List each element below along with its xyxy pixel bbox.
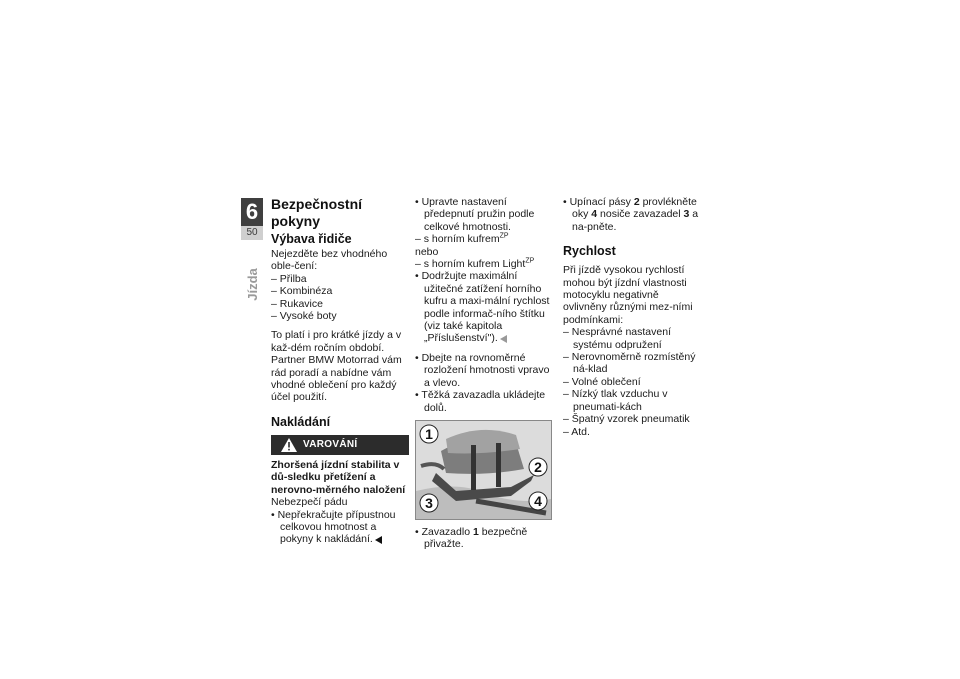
list-item (415, 233, 553, 245)
strap-text: a na-pněte. (572, 208, 699, 233)
callout-2: 2 (534, 458, 542, 475)
callout-3: 3 (425, 494, 433, 511)
warning-subtitle: Nebezpečí pádu (271, 496, 348, 509)
or-word: nebo (415, 245, 439, 258)
warning-banner (271, 435, 409, 455)
column-2 (415, 196, 553, 551)
page-title: Bezpečnostní pokyny (271, 196, 363, 229)
list-item (415, 258, 553, 270)
equipment-paragraph: To platí i pro krátké jízdy a v kaž-dém ročním období. Partner BMW Motorrad vám rád poradí a nabídne vám vhodné oblečení pro každý účel použití. (271, 329, 402, 404)
chapter-number: 6 (241, 198, 263, 226)
list-item: • Upravte nastavení předepnutí pružin podle celkové hmotnosti. (415, 196, 553, 233)
speed-condition: – Nízký tlak vzduchu v pneumati-kách (563, 388, 701, 413)
chapter-title: Jízda (244, 267, 260, 301)
topcase-light-option: s horním kufrem Light (423, 258, 526, 271)
warning-bullet-text: Nepřekračujte přípustnou celkovou hmotnost a pokyny k nakládání. (277, 508, 396, 546)
list-item (415, 526, 553, 551)
callout-1: 1 (425, 425, 433, 442)
speed-condition: – Atd. (563, 426, 701, 438)
optional-accessory-mark: ZP (525, 257, 535, 265)
speed-condition: – Nesprávné nastavení systému odpružení (563, 326, 701, 351)
speed-condition: – Nerovnoměrně rozmístěný ná-klad (563, 351, 701, 376)
ref-number: 2 (633, 196, 640, 208)
strap-text: nosiče zavazadel (600, 208, 681, 221)
chapter-tab (241, 198, 263, 322)
luggage-text: bezpečně přivažte. (424, 525, 528, 551)
optional-accessory-mark: ZP (499, 232, 509, 240)
warning-bullet (271, 509, 409, 546)
luggage-text: Zavazadlo (421, 525, 471, 538)
list-item (563, 196, 701, 233)
warning-label: VAROVÁNÍ (303, 438, 358, 450)
equipment-intro: Nejezděte bez vhodného oble-čení: (271, 248, 388, 273)
column-1 (271, 196, 409, 546)
ref-number: 4 (591, 208, 598, 221)
chapter-title-vertical (235, 252, 269, 316)
list-item (415, 270, 553, 344)
column-3 (563, 196, 701, 438)
section-heading-loading: Nakládání (271, 414, 331, 429)
section-heading-rider-equipment: Výbava řidiče (271, 232, 352, 246)
list-item: • Dbejte na rovnoměrné rozložení hmotnosti vpravo a vlevo. (415, 352, 553, 389)
strap-text: provlékněte oky (572, 196, 697, 221)
speed-condition: – Volné oblečení (563, 376, 701, 388)
strap-text: Upínací pásy (569, 196, 631, 208)
callout-4: 4 (534, 492, 542, 509)
page-number: 50 (241, 226, 263, 240)
section-heading-speed: Rychlost (563, 244, 616, 259)
speed-intro: Při jízdě vysokou rychlostí mohou být jízdní vlastnosti motocyklu negativně ovlivněny různými mez-ními podmínkami: (563, 264, 693, 326)
equipment-item: – Přilba (271, 273, 409, 285)
topcase-option: s horním kufrem (423, 233, 500, 246)
topcase-load-text: Dodržujte maximální užitečné zatížení horního kufru a maxi-mální rychlost podle informač-ního štítku (viz také kapitola „Příslušenství"). (421, 270, 550, 345)
speed-condition: – Špatný vzorek pneumatik (563, 413, 701, 425)
warning-triangle-icon (281, 438, 297, 452)
ref-number: 1 (472, 525, 479, 538)
ref-number: 3 (683, 208, 690, 221)
warning-title: Zhoršená jízdní stabilita v dů-sledku přetížení a nerovno-měrného naložení (271, 458, 406, 496)
equipment-item: – Vysoké boty (271, 310, 409, 322)
luggage-illustration (416, 421, 551, 519)
equipment-item: – Kombinéza (271, 285, 409, 297)
end-of-accessory-section-icon (500, 335, 507, 343)
list-item: • Těžká zavazadla ukládejte dolů. (415, 389, 553, 414)
end-of-section-icon (375, 536, 382, 544)
luggage-photo (415, 420, 552, 520)
equipment-item: – Rukavice (271, 298, 409, 310)
